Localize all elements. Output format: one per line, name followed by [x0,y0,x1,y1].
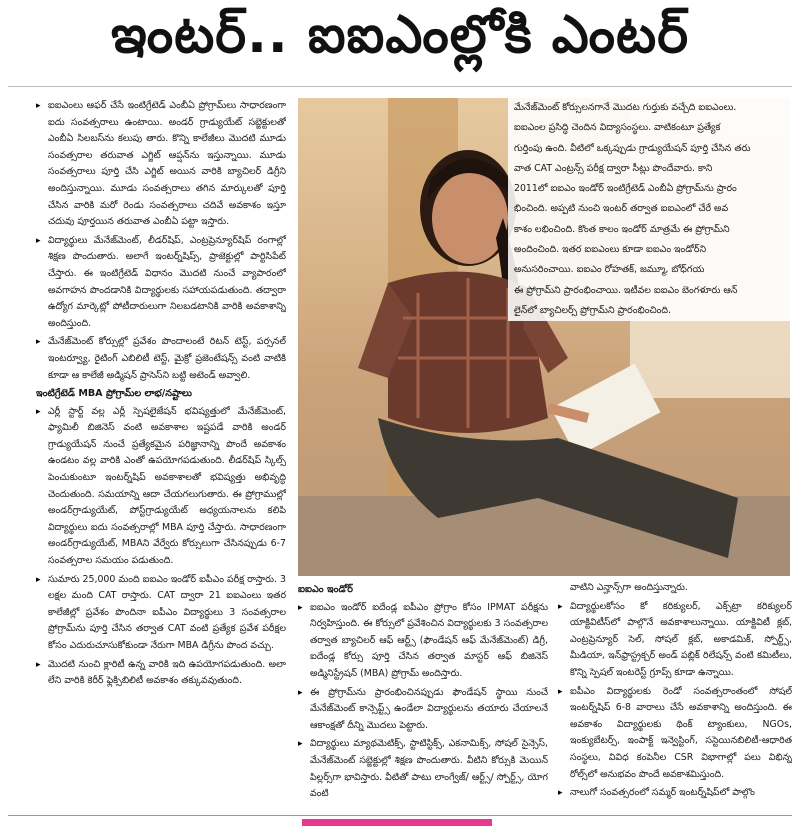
middle-column [298,580,548,812]
paragraph: ▸ ఐపీఎం విద్యార్థులకు రెండో సంవత్సరాంతంలో సోషల్ ఇంటర్న్‌షిప్ 6-8 వారాలు చేసే అవకాశాన్ని అందిస్తుంది. ఈ అవకాశం విద్యార్థులకు థింక్ ట్యాంకులు, NGOs, ఇంక్యుబేటర్స్, ఇంపాక్ట్ ఇన్వెస్టింగ్, సస్టెయినబిలిటీ-ఆధారిత సంస్థలు, వివిధ కంపెనీల CSR విభాగాల్లో పలు విభిన్న రోల్స్‌లో అనుభవం పొందే అవకాశమిస్తుంది. [558,684,792,784]
footer-rule [8,815,792,816]
paragraph: ▸ ఐఐఎం ఇండోర్ ఐదేండ్ల ఐపీఎం ప్రోగ్రాం కోసం IPMAT పరీక్షను నిర్వహిస్తుంది. ఈ కోర్సులో ప్రవేశించిన విద్యార్థులకు 3 సంవత్సరాల తర్వాత బ్యాచిలర్ ఆఫ్ ఆర్ట్స్ (ఫౌండేషన్ ఆఫ్ మేనేజ్‌మెంట్) డిగ్రీ, ఐదేండ్ల కోర్సు పూర్తి చేసిన తర్వాత మాస్టర్ ఆఫ్ బిజినెస్ అడ్మినిస్ట్రేషన్ (MBA) ప్రోగ్రామ్ అందిస్తారు. [298,600,548,683]
caption-line: అనుసరించాయి. ఐఐఎం రోహతక్, జమ్మూ, బోధ్‌గయ [514,264,705,276]
paragraph: ▸ ఎర్లీ స్టార్ట్ వల్ల ఎర్లీ స్పెషలైజేషన్ భవిష్యత్తులో మేనేజ్‌మెంట్, ఫ్యామిలీ బిజినెస్ వంటి అవకాశాల ఇష్టపడే వారికి అండర్ గ్రాడ్యుయేషన్ నుంచే ప్రత్యేకమైన పరిజ్ఞానాన్ని పొందే అవకాశం ఉండటం వల్ల వారికి ఎంతో ఉపయోగపడుతుంది. లీడర్‌షిప్ స్కిల్స్ పెంచుకుంటూ ఇంటర్న్‌షిప్ అవకాశాలతో భవిష్యత్తు అభివృద్ధి చెందుతుంది. సమయాన్ని ఆదా చేయగలుగుతారు. ఈ ప్రోగ్రాముల్లో అండర్‌గ్రాడ్యుయేట్, పోస్ట్‌గ్రాడ్యుయేట్ అధ్యయనాలను కలిపి విద్యార్థులు ఐదు సంవత్సరాల్లో MBA పూర్తి చేస్తారు. సాధారణంగా అండర్‌గ్రాడ్యుయేట్, MBAని వేర్వేరు కోర్సులుగా చేసినప్పుడు 6-7 సంవత్సరాల సమయం పడుతుంది. [36,404,286,570]
headline: ఇంటర్.. ఐఐఎంల్లోకి ఎంటర్ [110,4,690,65]
caption-line: ఈ ప్రోగ్రామ్‌ని ప్రారంభించాయి. ఇటీవల ఐఐఎం బెంగళూరు ఆన్ [514,284,738,296]
paragraph: ▸ మేనేజ్‌మెంట్ కోర్సుల్లో ప్రవేశం పొందాలంటే రిటన్ టెస్ట్, పర్సనల్ ఇంటర్వ్యూ, రైటింగ్ ఎబిలిటీ టెస్ట్, మైక్రో ప్రజెంటేషన్స్ వంటి వాటికి కూడా ఆ కాలేజీ అడ్మిషన్ ప్రాసెస్‌ని బట్టి అటెండ్ అవ్వాలి. [36,334,286,384]
caption-line: 2011లో ఐఐఎం ఇండోర్ ఇంటిగ్రేటెడ్ ఎంబీఏ ప్రోగ్రామ్‌ను ప్రారం [514,183,737,195]
caption-line: ఐఐఎంల ప్రసిద్ధి చెందిన విద్యాసంస్థలు. వాటికంటూ ప్రత్యేక [514,122,721,134]
footer-accent-bar [302,819,492,826]
paragraph: ▸ ఐఐఎంలు ఆఫర్ చేసే ఇంటిగ్రేటెడ్ ఎంబీఏ ప్రోగ్రామ్‌లు సాధారణంగా ఐదు సంవత్సరాలు ఉంటాయి. అండర్ గ్రాడ్యుయేట్ సబ్జెక్టులతో ఎంబీఏ సిలబస్‌ను కలుపు తారు. కొన్ని కాలేజీలు మొదటి మూడు సంవత్సరాల తరువాత ఎగ్జిట్ ఆప్షన్‌ను ఇస్తున్నాయి. మూడు సంవత్సరాలు పూర్తి చేసి ఎగ్జిట్ అయిన వారికి బ్యాచిలర్ డిగ్రీని అందిస్తున్నాయి. మూడు సంవత్సరాలు తగిన మార్కులతో పూర్తి చేసిన వారికి మరో రెండు సంవత్సరాలు చదివే అవకాశం ఇస్తూ చదువు పూర్తయిన తరువాత ఎంబీఏ పట్టా ఇస్తారు. [36,98,286,231]
paragraph: ▸ మొదటి నుంచి క్లారిటీ ఉన్న వారికి ఇది ఉపయోగపడుతుంది. అలా లేని వారికి కెరీర్ ఫ్లెక్సిబిలిటీ అవకాశం తక్కువవుతుంది. [36,657,286,690]
caption-line: అందించింది. ఇతర ఐఐఎంలు కూడా ఐఐఎం ఇండోర్‌ని [514,244,707,256]
caption-line: గుర్తింపు ఉంది. వీటిలో ఒక్కప్పుడు గ్రాడ్యుయేషన్ పూర్తి చేసిన తరు [514,142,751,154]
caption-line: లైన్‌లో బ్యాచిలర్స్ ప్రోగ్రామ్‌ని ప్రారంభించింది. [514,304,671,316]
paragraph: ▸ సుమారు 25,000 మంది ఐఐఎం ఇండోర్ ఐపీఎం పరీక్ష రాస్తారు. 3 లక్షల మంది CAT రాస్తారు. CAT ద్వారా 21 ఐఐఎంలు ఇతర కాలేజీల్లో ప్రవేశం పొందినా ఐపీఎం విద్యార్థులు 3 సంవత్సరాల ప్రోగ్రామ్‌ను పూర్తి చేసిన తర్వాత CAT వంటి ప్రత్యేక ప్రవేశ పరీక్షల కోసం ఎదురుచూసుకోకుండా నేరుగా MBA డిగ్రీను పొంద వచ్చు. [36,572,286,655]
paragraph: ▸ విద్యార్థులు మ్యాథమెటిక్స్, స్టాటిస్టిక్స్, ఎకనామిక్స్, సోషల్ సైన్సెస్, మేనేజ్‌మెంట్ సబ్జెక్టుల్లో శిక్షణ పొందుతారు. వీటిని కోర్సుకి మెయిన్ పిల్లర్స్‌గా భావిస్తారు. వీటితో పాటు లాంగ్వేజ్/ ఆర్ట్స్/ స్పోర్ట్స్, యోగ వంటి [298,736,548,802]
paragraph: వాటిని ఎన్హాన్స్‌గా అందిస్తున్నారు. [570,582,688,593]
headline-rule [8,86,792,87]
caption-line: మేనేజ్‌మెంట్ కోర్సులనగానే మొదట గుర్తుకు వచ్చేది ఐఐఎంలు. [514,102,737,113]
paragraph: ▸ నాలుగో సంవత్సరంలో సమ్మర్ ఇంటర్న్‌షిప్‌లో పాల్గొం [558,785,792,802]
section-subhead: ఐఐఎం ఇండోర్ [298,584,353,595]
right-column [558,580,792,812]
left-column [36,98,286,810]
caption-line: కాశం లభించింది. కొంత కాలం ఇండోర్ మాత్రమే ఈ ప్రోగ్రామ్‌ని [514,223,730,235]
section-subhead: ఇంటిగ్రేటెడ్ MBA ప్రోగ్రామ్‌ల లాభ/నష్టాలు [36,388,192,400]
paragraph: ▸ విద్యార్థులు మేనేజ్‌మెంట్, లీడర్‌షిప్, ఎంట్రప్రెన్యూర్‌షిప్ రంగాల్లో శిక్షణ పొందుతారు. అలాగే ఇంటర్న్‌షిప్స్, ప్రాజెక్టుల్లో పార్టిసిపేట్ చేస్తారు. ఈ ఇంటిగ్రేటెడ్ విధానం మొదటి నుంచే వ్యాపారంలో అవగాహన పొందడానికి విద్యార్థులకు సహాయపడుతుంది. తద్వారా ఉద్యోగ మార్కెట్లో పోటీదారులుగా నిలబడటానికి వారికి అవకాశాన్ని అందిస్తుంది. [36,233,286,333]
paragraph: ▸ విద్యార్థులకోసం కో కరిక్యులర్, ఎక్స్‌ట్రా కరిక్యులర్ యాక్టివిటీస్‌లో పాల్గొనే అవకాశాలున్నాయి. యాక్టివిటీ క్లబ్, ఎంట్రప్రెన్యూర్ సెల్, సోషల్ క్లబ్, అకాడమిక్, స్పోర్ట్స్, మీడియా, ఇన్‌ఫ్రాస్ట్రక్చర్ అండ్ పబ్లిక్ రిలేషన్స్ వంటి కమిటీలు, కొన్ని స్పెషల్ ఇంటరెస్ట్ గ్రూప్స్ కూడా ఉన్నాయి. [558,599,792,682]
caption-line: వాత CAT ఎంట్రన్స్ పరీక్ష ద్వారా సీట్లు పొందేవారు. కాని [514,162,713,174]
caption-line: భించింది. అప్పటి నుంచి ఇంటర్ తర్వాత ఐఐఎంలో చేరే అవ [514,203,729,215]
intro-caption [508,98,790,321]
paragraph: ▸ ఈ ప్రోగ్రామ్‌ను ప్రారంభించినప్పుడు ఫౌండేషన్ స్థాయి నుంచే మేనేజ్‌మెంట్ కాన్సెప్ట్స్ ఉండేలా విద్యార్థులను తయారు చేయాలనే ఆకాంక్షతో దీన్ని మొదలు పెట్టారు. [298,685,548,735]
